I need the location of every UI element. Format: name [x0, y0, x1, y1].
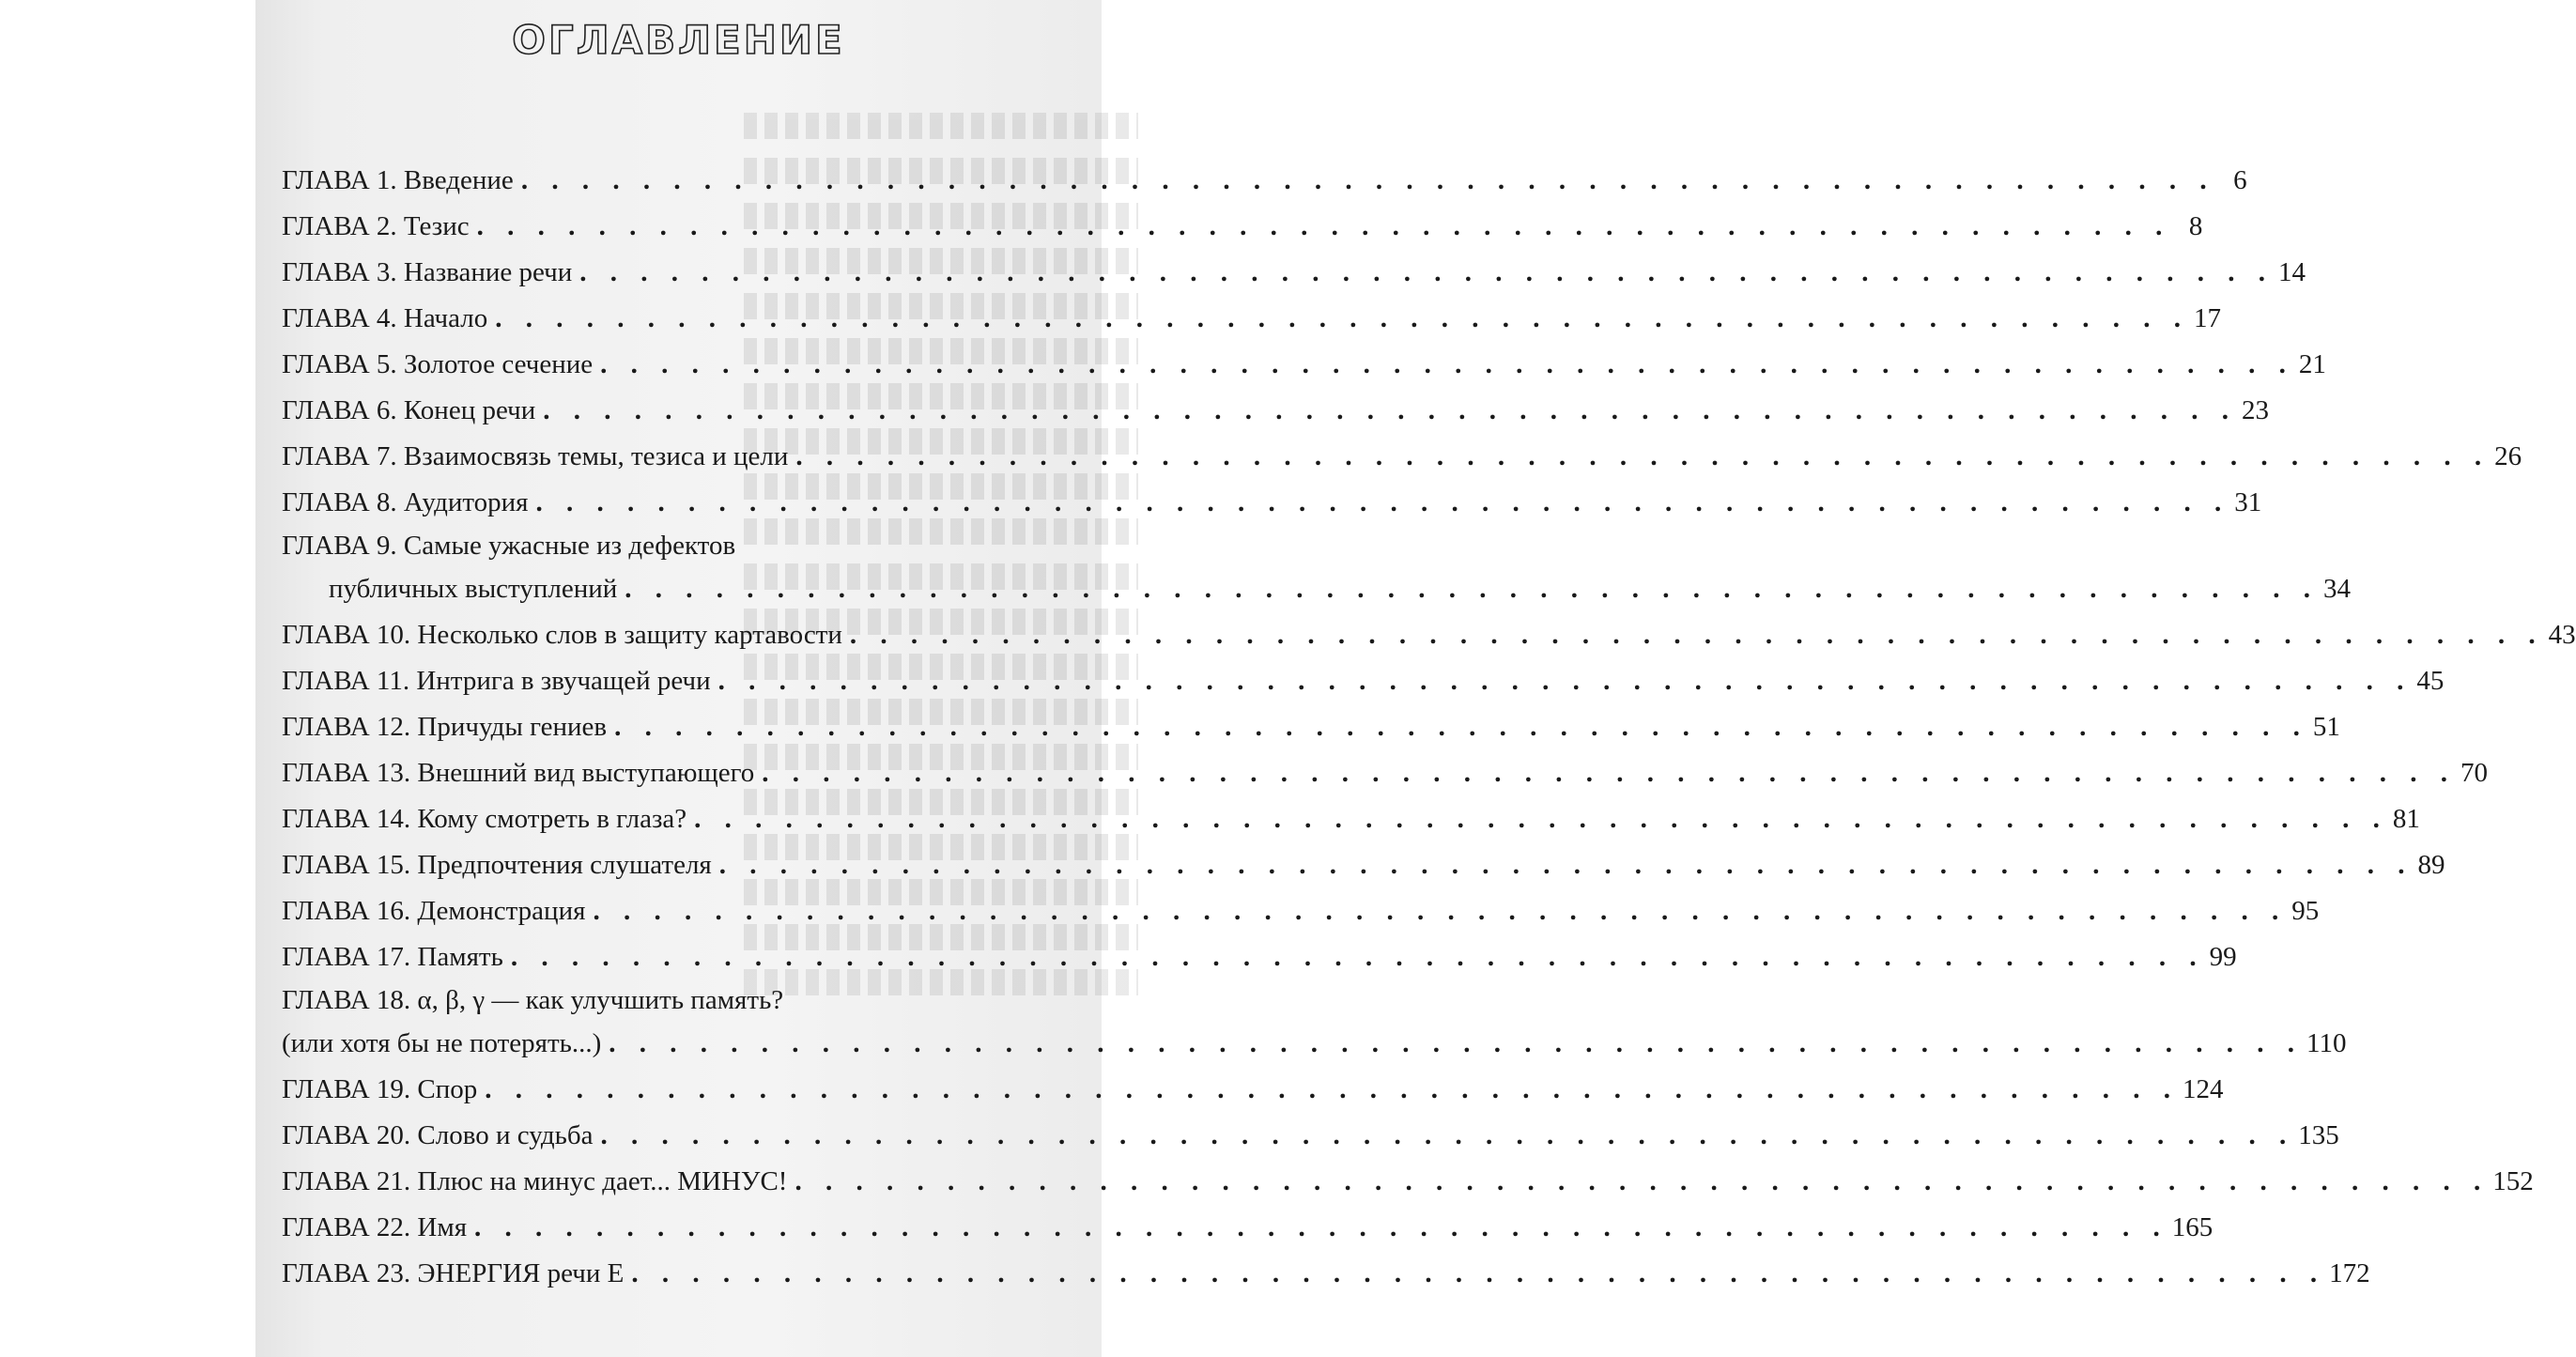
toc-entry-title: ГЛАВА 13. Внешний вид выступающего	[282, 758, 755, 788]
dot-leader: . . . . . . . . . . . . . . . . . . . . . . . . . . . . . . . . . . . . . . . . . . . . . . . . . . . . . . . .	[849, 620, 2544, 650]
toc-entry	[282, 1065, 2224, 1111]
toc-entry	[282, 294, 2221, 340]
toc-entry-title: ГЛАВА 22. Имя	[282, 1212, 468, 1242]
toc-page-number: 110	[2306, 1028, 2347, 1058]
dot-leader: . . . . . . . . . . . . . . . . . . . . . . . . . . . . . . . . . . . . . . . . . . . . . . . . . . . . . . . .	[520, 165, 2215, 195]
toc-page-number: 89	[2417, 850, 2445, 880]
toc-entry	[282, 610, 2576, 656]
page-title: ОГЛАВЛЕНИЕ	[512, 17, 845, 63]
dot-leader: . . . . . . . . . . . . . . . . . . . . . . . . . . . . . . . . . . . . . . . . . . . . . . . . . . . . . . . .	[625, 574, 2320, 604]
toc-entry	[282, 1111, 2339, 1157]
toc-page-number: 8	[2188, 211, 2203, 241]
toc-entry	[282, 933, 2237, 979]
dot-leader: . . . . . . . . . . . . . . . . . . . . . . . . . . . . . . . . . . . . . . . . . . . . . . . . . . . . . . . .	[593, 896, 2288, 926]
dot-leader: . . . . . . . . . . . . . . . . . . . . . . . . . . . . . . . . . . . . . . . . . . . . . . . . . . . . . . . .	[543, 395, 2237, 425]
toc-entry-title: ГЛАВА 21. Плюс на минус дает... МИНУС!	[282, 1166, 788, 1196]
toc-page-number: 31	[2234, 487, 2262, 517]
toc-entry	[282, 432, 2522, 478]
dot-leader: . . . . . . . . . . . . . . . . . . . . . . . . . . . . . . . . . . . . . . . . . . . . . . . . . . . . . . . .	[476, 211, 2171, 241]
book-page	[255, 0, 2576, 1357]
toc-entry	[282, 794, 2420, 840]
toc-page-number: 34	[2323, 574, 2352, 604]
dot-leader: . . . . . . . . . . . . . . . . . . . . . . . . . . . . . . . . . . . . . . . . . . . . . . . . . . . . . . . .	[600, 349, 2294, 379]
toc-page-number: 152	[2492, 1166, 2534, 1196]
toc-page-number: 172	[2329, 1258, 2370, 1288]
toc-entry-title: ГЛАВА 20. Слово и судьба	[282, 1120, 594, 1150]
toc-entry	[282, 1203, 2214, 1249]
toc-entry-title: ГЛАВА 18. α, β, γ — как улучшить память?	[282, 985, 784, 1015]
toc-page-number: 26	[2494, 441, 2522, 471]
toc-entry-title: ГЛАВА 8. Аудитория	[282, 487, 529, 517]
toc-entry-title: ГЛАВА 15. Предпочтения слушателя	[282, 850, 712, 880]
toc-page-number: 51	[2312, 712, 2340, 742]
toc-page-number: 165	[2171, 1212, 2214, 1242]
toc-entry	[282, 248, 2306, 294]
toc-entry-title: ГЛАВА 4. Начало	[282, 303, 488, 333]
dot-leader: . . . . . . . . . . . . . . . . . . . . . . . . . . . . . . . . . . . . . . . . . . . . . . . . . . . . . . . .	[717, 666, 2413, 696]
dot-leader: . . . . . . . . . . . . . . . . . . . . . . . . . . . . . . . . . . . . . . . . . . . . . . . . . . . . . . . .	[795, 441, 2491, 471]
toc-page-number: 95	[2291, 896, 2320, 926]
dot-leader: . . . . . . . . . . . . . . . . . . . . . . . . . . . . . . . . . . . . . . . . . . . . . . . . . . . . . . . .	[762, 758, 2457, 788]
toc-entry-title: ГЛАВА 19. Спор	[282, 1074, 478, 1104]
toc-page-number: 45	[2416, 666, 2445, 696]
toc-page-number: 70	[2460, 758, 2489, 788]
toc-page-number: 17	[2194, 303, 2221, 333]
toc-entry-title: ГЛАВА 23. ЭНЕРГИЯ речи Е	[282, 1258, 625, 1288]
dot-leader: . . . . . . . . . . . . . . . . . . . . . . . . . . . . . . . . . . . . . . . . . . . . . . . . . . . . . . . .	[600, 1120, 2295, 1150]
toc-page-number: 135	[2298, 1120, 2339, 1150]
toc-page-number: 21	[2298, 349, 2326, 379]
toc-entry-title: ГЛАВА 1. Введение	[282, 165, 514, 195]
table-of-contents	[282, 156, 2576, 1295]
toc-entry	[282, 887, 2320, 933]
toc-page-number: 99	[2209, 942, 2237, 972]
toc-entry-title: ГЛАВА 17. Память	[282, 942, 503, 972]
toc-entry	[282, 1249, 2370, 1295]
toc-entry	[282, 748, 2489, 794]
toc-entry	[282, 702, 2340, 748]
dot-leader: . . . . . . . . . . . . . . . . . . . . . . . . . . . . . . . . . . . . . . . . . . . . . . . . . . . . . . . .	[631, 1258, 2326, 1288]
toc-entry	[282, 524, 2352, 610]
dot-leader: . . . . . . . . . . . . . . . . . . . . . . . . . . . . . . . . . . . . . . . . . . . . . . . . . . . . . . . .	[614, 712, 2308, 742]
dot-leader: . . . . . . . . . . . . . . . . . . . . . . . . . . . . . . . . . . . . . . . . . . . . . . . . . . . . . . . .	[609, 1028, 2304, 1058]
toc-entry	[282, 979, 2347, 1065]
toc-entry	[282, 478, 2262, 524]
dot-leader: . . . . . . . . . . . . . . . . . . . . . . . . . . . . . . . . . . . . . . . . . . . . . . . . . . . . . . . .	[474, 1212, 2168, 1242]
dot-leader: . . . . . . . . . . . . . . . . . . . . . . . . . . . . . . . . . . . . . . . . . . . . . . . . . . . . . . . .	[495, 303, 2189, 333]
toc-page-number: 43	[2548, 620, 2576, 650]
toc-entry	[282, 840, 2445, 887]
toc-page-number: 81	[2392, 804, 2420, 834]
toc-entry	[282, 156, 2247, 202]
toc-page-number: 23	[2241, 395, 2269, 425]
dot-leader: . . . . . . . . . . . . . . . . . . . . . . . . . . . . . . . . . . . . . . . . . . . . . . . . . . . . . . . .	[718, 850, 2414, 880]
toc-entry-title: ГЛАВА 9. Самые ужасные из дефектов	[282, 531, 736, 561]
toc-page-number: 124	[2183, 1074, 2224, 1104]
dot-leader: . . . . . . . . . . . . . . . . . . . . . . . . . . . . . . . . . . . . . . . . . . . . . . . . . . . . . . . .	[794, 1166, 2490, 1196]
toc-entry	[282, 656, 2445, 702]
toc-entry-title: ГЛАВА 7. Взаимосвязь темы, тезиса и цели	[282, 441, 789, 471]
toc-entry-title: ГЛАВА 6. Конец речи	[282, 395, 536, 425]
toc-entry-title: ГЛАВА 16. Демонстрация	[282, 896, 586, 926]
toc-entry-title: ГЛАВА 14. Кому смотреть в глаза?	[282, 804, 687, 834]
dot-leader: . . . . . . . . . . . . . . . . . . . . . . . . . . . . . . . . . . . . . . . . . . . . . . . . . . . . . . . .	[485, 1074, 2180, 1104]
dot-leader: . . . . . . . . . . . . . . . . . . . . . . . . . . . . . . . . . . . . . . . . . . . . . . . . . . . . . . . .	[579, 257, 2275, 287]
toc-entry	[282, 202, 2203, 248]
toc-entry	[282, 1157, 2534, 1203]
toc-entry-title: ГЛАВА 2. Тезис	[282, 211, 470, 241]
toc-entry-title: ГЛАВА 5. Золотое сечение	[282, 349, 594, 379]
dot-leader: . . . . . . . . . . . . . . . . . . . . . . . . . . . . . . . . . . . . . . . . . . . . . . . . . . . . . . . .	[535, 487, 2230, 517]
dot-leader: . . . . . . . . . . . . . . . . . . . . . . . . . . . . . . . . . . . . . . . . . . . . . . . . . . . . . . . .	[510, 942, 2205, 972]
toc-entry	[282, 340, 2326, 386]
toc-entry-title: ГЛАВА 11. Интрига в звучащей речи	[282, 666, 711, 696]
toc-entry-title: ГЛАВА 3. Название речи	[282, 257, 573, 287]
toc-entry-title: ГЛАВА 12. Причуды гениев	[282, 712, 608, 742]
toc-page-number: 6	[2233, 165, 2247, 195]
toc-page-number: 14	[2278, 257, 2306, 287]
toc-entry-title-continued: публичных выступлений	[329, 574, 618, 604]
toc-entry-title: ГЛАВА 10. Несколько слов в защиту картавости	[282, 620, 842, 650]
toc-entry-title-continued: (или хотя бы не потерять...)	[282, 1028, 602, 1058]
toc-entry	[282, 386, 2269, 432]
dot-leader: . . . . . . . . . . . . . . . . . . . . . . . . . . . . . . . . . . . . . . . . . . . . . . . . . . . . . . . .	[694, 804, 2388, 834]
